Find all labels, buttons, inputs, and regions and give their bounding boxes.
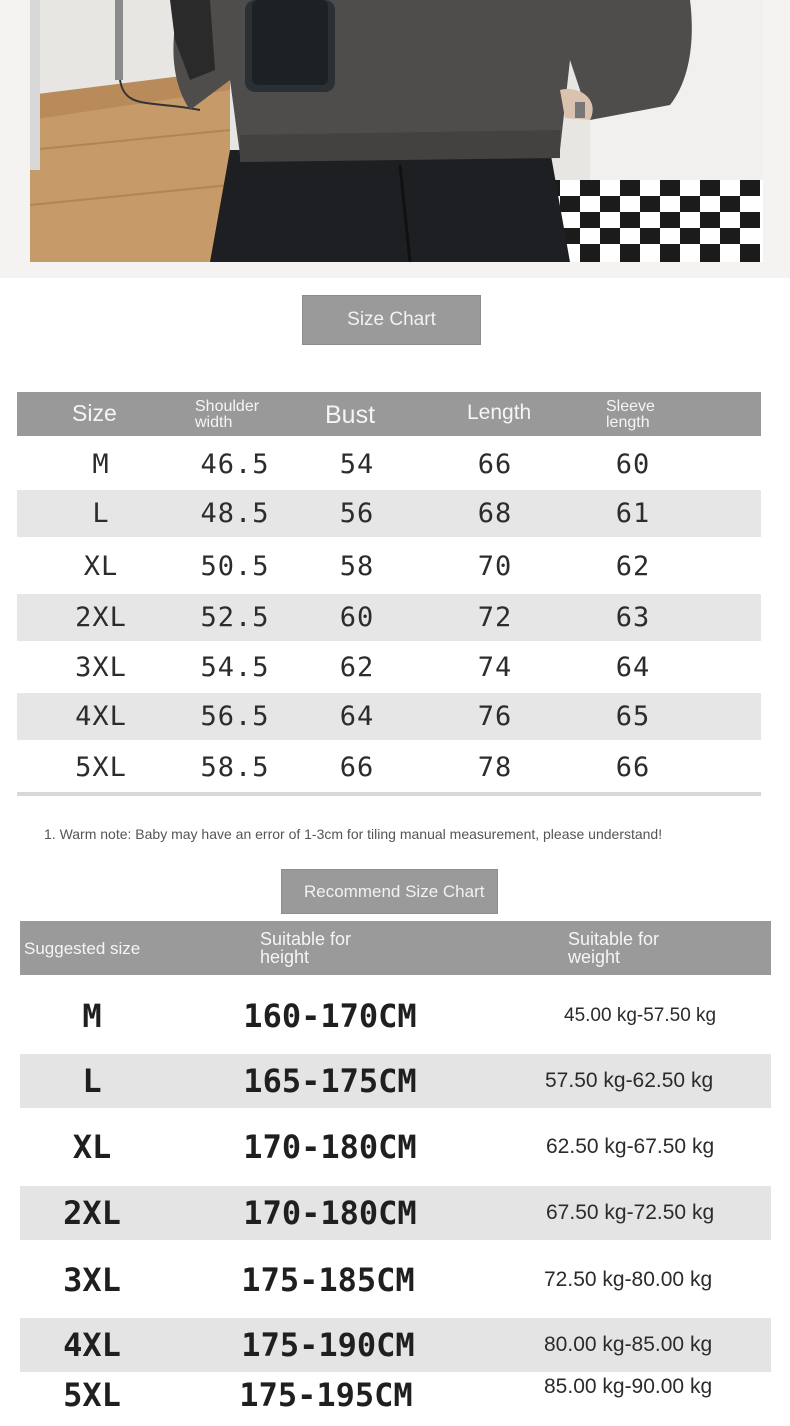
product-photo-area xyxy=(0,0,790,278)
cell-bust: 56 xyxy=(339,498,375,529)
cell-height: 175-185CM xyxy=(241,1261,415,1299)
cell-suggested-size: L xyxy=(82,1062,102,1100)
cell-size: XL xyxy=(83,551,119,582)
cell-suggested-size: 4XL xyxy=(63,1326,121,1364)
cell-length: 76 xyxy=(477,701,513,732)
table-row xyxy=(17,744,761,791)
table-row xyxy=(20,1253,771,1307)
cell-suggested-size: 2XL xyxy=(63,1194,121,1232)
cell-sleeve: 65 xyxy=(615,701,651,732)
table-row xyxy=(17,594,761,641)
cell-size: L xyxy=(92,498,110,529)
cell-shoulder: 56.5 xyxy=(200,701,270,732)
table-row xyxy=(20,989,771,1043)
cell-height: 160-170CM xyxy=(243,997,417,1035)
header-height: Suitable for height xyxy=(260,929,352,967)
cell-sleeve: 60 xyxy=(615,449,651,480)
cell-shoulder: 52.5 xyxy=(200,602,270,633)
cell-bust: 64 xyxy=(339,701,375,732)
cell-size: 5XL xyxy=(75,752,127,783)
cell-sleeve: 66 xyxy=(615,752,651,783)
cell-weight: 67.50 kg-72.50 kg xyxy=(546,1201,715,1224)
table-row xyxy=(17,693,761,740)
cell-length: 70 xyxy=(477,551,513,582)
cell-shoulder: 48.5 xyxy=(200,498,270,529)
cell-length: 78 xyxy=(477,752,513,783)
table-row xyxy=(17,490,761,537)
table-row xyxy=(20,1186,771,1240)
header-shoulder-width: Shoulder width xyxy=(195,398,260,431)
cell-bust: 58 xyxy=(339,551,375,582)
product-photo xyxy=(30,0,763,262)
cell-weight: 72.50 kg-80.00 kg xyxy=(544,1268,713,1291)
header-bust: Bust xyxy=(325,401,376,429)
cell-weight: 57.50 kg-62.50 kg xyxy=(545,1069,714,1092)
cell-suggested-size: 3XL xyxy=(63,1261,121,1299)
cell-shoulder: 58.5 xyxy=(200,752,270,783)
cell-height: 170-180CM xyxy=(243,1128,417,1166)
cell-bust: 54 xyxy=(339,449,375,480)
size-chart-title: Size Chart xyxy=(303,296,480,344)
cell-weight: 45.00 kg-57.50 kg xyxy=(564,1005,717,1026)
header-size: Size xyxy=(72,400,117,426)
cell-weight: 85.00 kg-90.00 kg xyxy=(544,1375,713,1398)
cell-size: 4XL xyxy=(75,701,127,732)
cell-suggested-size: XL xyxy=(72,1128,112,1166)
cell-weight: 62.50 kg-67.50 kg xyxy=(546,1135,715,1158)
table-row xyxy=(17,441,761,488)
cell-size: 2XL xyxy=(75,602,127,633)
cell-bust: 60 xyxy=(339,602,375,633)
header-sleeve-length: Sleeve length xyxy=(606,398,655,431)
cell-suggested-size: 5XL xyxy=(63,1376,121,1414)
cell-bust: 66 xyxy=(339,752,375,783)
table-row xyxy=(17,644,761,691)
cell-sleeve: 61 xyxy=(615,498,651,529)
recommend-chart-title: Recommend Size Chart xyxy=(282,870,497,913)
table-row xyxy=(20,1368,771,1422)
cell-bust: 62 xyxy=(339,652,375,683)
cell-length: 68 xyxy=(477,498,513,529)
cell-shoulder: 54.5 xyxy=(200,652,270,683)
table-row xyxy=(20,1120,771,1174)
table-row xyxy=(17,543,761,590)
header-weight: Suitable for weight xyxy=(568,929,660,967)
measurement-note: 1. Warm note: Baby may have an error of 1-3cm for tiling manual measurement, please understand! xyxy=(44,826,663,842)
table-divider xyxy=(17,792,761,796)
cell-height: 175-195CM xyxy=(239,1376,413,1414)
cell-length: 72 xyxy=(477,602,513,633)
size-chart-header xyxy=(17,392,761,436)
recommend-chart-header xyxy=(20,921,771,975)
table-row xyxy=(20,1054,771,1108)
cell-height: 165-175CM xyxy=(243,1062,417,1100)
cell-weight: 80.00 kg-85.00 kg xyxy=(544,1333,713,1356)
cell-length: 66 xyxy=(477,449,513,480)
cell-sleeve: 62 xyxy=(615,551,651,582)
cell-shoulder: 46.5 xyxy=(200,449,270,480)
cell-size: M xyxy=(92,449,110,480)
cell-size: 3XL xyxy=(75,652,127,683)
cell-sleeve: 63 xyxy=(615,602,651,633)
cell-height: 175-190CM xyxy=(241,1326,415,1364)
cell-height: 170-180CM xyxy=(243,1194,417,1232)
cell-shoulder: 50.5 xyxy=(200,551,270,582)
cell-suggested-size: M xyxy=(82,997,102,1035)
cell-sleeve: 64 xyxy=(615,652,651,683)
cell-length: 74 xyxy=(477,652,513,683)
header-length: Length xyxy=(467,401,532,424)
header-suggested-size: Suggested size xyxy=(24,939,141,958)
